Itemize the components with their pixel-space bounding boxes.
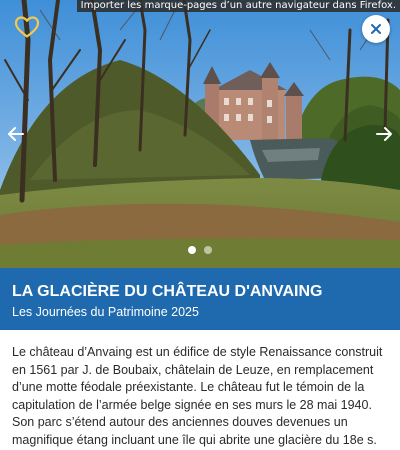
favorite-button[interactable] — [12, 12, 42, 42]
arrow-right-icon — [375, 126, 393, 142]
close-x-icon — [370, 23, 382, 35]
place-description: Le château d’Anvaing est un édifice de style Renaissance construit en 1561 par J. de Boubaix, châtelain de Leuze, en remplacement d’une motte féodale préexistante. Le château fut le témoin de la capitulation de l’armée belge signée en ses murs le 28 mai 1940. Son parc s’étend autour des anciennes douves devenues un magnifique étang incluant une île qui abrite une glacière du 18e s. — [12, 345, 383, 447]
arrow-left-icon — [7, 126, 25, 142]
browser-tooltip: Importer les marque-pages d’un autre navigateur dans Firefox. — [77, 0, 400, 12]
next-photo-button[interactable] — [372, 122, 396, 146]
place-title: LA GLACIÈRE DU CHÂTEAU D'ANVAING — [12, 283, 323, 300]
event-subtitle: Les Journées du Patrimoine 2025 — [12, 305, 199, 319]
previous-photo-button[interactable] — [4, 122, 28, 146]
close-button[interactable] — [362, 15, 390, 43]
carousel-dot-2[interactable] — [204, 246, 212, 254]
heart-outline-icon — [14, 15, 40, 39]
carousel-indicators — [0, 246, 400, 254]
title-band — [0, 268, 400, 330]
carousel-dot-1[interactable] — [188, 246, 196, 254]
